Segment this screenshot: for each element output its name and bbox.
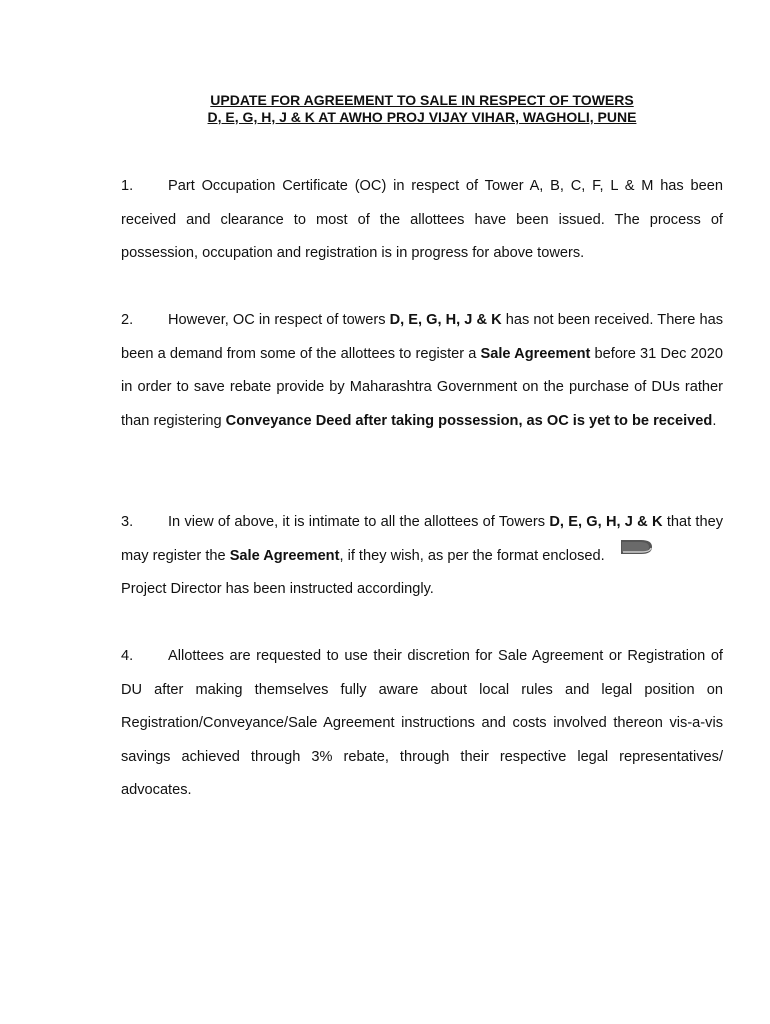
paragraph-text: However, OC in respect of towers xyxy=(168,312,390,328)
paragraph-1 xyxy=(121,170,723,271)
bold-sale-agreement: Sale Agreement xyxy=(229,547,340,564)
bold-towers: D, E, G, H, J & K xyxy=(389,312,502,328)
paragraph-text: , if they wish, as per the format enclosed. xyxy=(339,547,605,564)
document-title xyxy=(0,92,770,126)
paragraph-text: has not been received. There has been a demand from some of the allottees to register a xyxy=(121,312,724,362)
paragraph-text: Part Occupation Certificate (OC) in respect of Tower A, B, C, F, L & M has been received and clearance to most of the allottees have been issued. The process of possession, occupation and registration is in progress for above towers. xyxy=(121,178,723,262)
bold-sale-agreement: Sale Agreement xyxy=(480,345,591,362)
bold-conveyance-deed: Conveyance Deed after taking possession, as OC is yet to be received xyxy=(225,412,713,429)
arrow-pointer-icon xyxy=(619,537,653,571)
paragraph-number: 3. xyxy=(121,514,134,530)
paragraph-text: In view of above, it is intimate to all the allottees of Towers xyxy=(168,514,550,530)
paragraph-number: 4. xyxy=(121,648,134,664)
title-line-2: D, E, G, H, J & K AT AWHO PROJ VIJAY VIHAR, WAGHOLI, PUNE xyxy=(207,109,637,125)
paragraph-2 xyxy=(121,304,723,438)
paragraph-text: Project Director has been instructed accordingly. xyxy=(121,581,434,598)
paragraph-text: before 31 Dec 2020 in order to save rebate provide by Maharashtra Government on the purchase of DUs rather than registering xyxy=(121,345,723,429)
title-line-1: UPDATE FOR AGREEMENT TO SALE IN RESPECT OF TOWERS xyxy=(210,92,634,108)
paragraph-text: that they may register the xyxy=(121,514,724,564)
paragraph-text: Allottees are requested to use their discretion for Sale Agreement or Registration of DU after making themselves fully aware about local rules and legal position on Registration/Conveyance/Sale Agreement instructions and costs involved thereon vis-a-vis savings achieved through 3% rebate, through their respective legal representatives/ advocates. xyxy=(121,648,723,799)
paragraph-number: 1. xyxy=(121,178,134,194)
bold-towers: D, E, G, H, J & K xyxy=(549,514,663,530)
paragraph-text: . xyxy=(712,412,717,429)
paragraph-number: 2. xyxy=(121,312,134,328)
paragraph-3 xyxy=(121,506,723,607)
paragraph-4 xyxy=(121,640,723,808)
